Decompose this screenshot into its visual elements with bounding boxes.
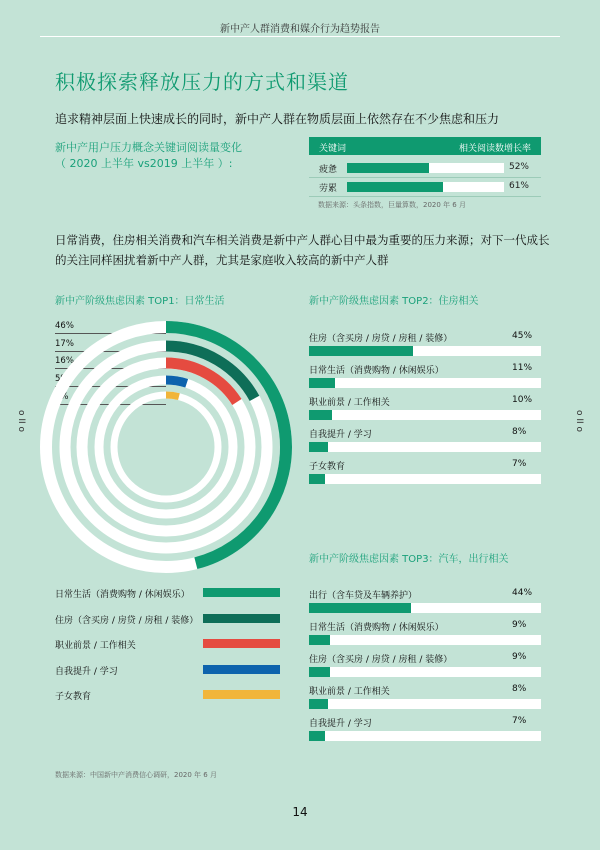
page-subtitle: 追求精神层面上快速成长的同时，新中产人群在物质层面上依然存在不少焦虑和压力 (55, 112, 500, 126)
top3-title: 新中产阶级焦虑因素 TOP3：汽车，出行相关 (309, 554, 509, 565)
bar-fill (309, 410, 332, 420)
bar-value-label: 8% (512, 427, 527, 437)
keyword-bar-fill (347, 182, 443, 192)
keyword-bar-track (347, 163, 504, 173)
side-mark-right: o II o (574, 410, 584, 433)
bar-track (309, 346, 541, 356)
top2-title: 新中产阶级焦虑因素 TOP2：住房相关 (309, 296, 479, 307)
donut-ring-value (166, 380, 187, 383)
donut-ring-value (166, 395, 179, 397)
bar-fill (309, 667, 330, 677)
bar-label: 出行（含车贷及车辆养护） (309, 591, 418, 601)
donut-value-label: 17% (55, 339, 74, 349)
bar-label: 自我提升 / 学习 (309, 430, 372, 440)
keyword-source: 数据来源：头条指数，巨量算数，2020 年 6 月 (318, 201, 466, 209)
top1-donut-chart (30, 318, 300, 578)
bar-track (309, 667, 541, 677)
growth-col-label: 相关阅读数增长率 (458, 144, 531, 154)
bar-fill (309, 378, 335, 388)
legend-swatch (203, 690, 280, 699)
keyword-divider (309, 177, 541, 178)
keyword-chart-caption (55, 140, 242, 172)
bar-fill (309, 699, 328, 709)
donut-value-label: 5% (55, 374, 69, 384)
bar-label: 子女教育 (309, 462, 346, 472)
keyword-table-header (309, 137, 541, 155)
legend-label: 住房（含买房 / 房贷 / 房租 / 装修） (55, 616, 199, 626)
keyword-pct: 61% (508, 181, 529, 191)
bar-fill (309, 731, 325, 741)
bar-track (309, 378, 541, 388)
keyword-col-label: 关键词 (319, 144, 347, 154)
side-mark-left: o II o (16, 410, 26, 433)
report-header: 新中产人群消费和媒介行为趋势报告 (220, 24, 380, 35)
bar-label: 自我提升 / 学习 (309, 719, 372, 729)
legend-label: 职业前景 / 工作相关 (55, 641, 136, 651)
bar-label: 住房（含买房 / 房贷 / 房租 / 装修） (309, 655, 453, 665)
keyword-row (309, 179, 541, 195)
bar-fill (309, 474, 325, 484)
chart-source: 数据来源：中国新中产消费信心调研，2020 年 6 月 (55, 771, 217, 779)
bar-value-label: 8% (512, 684, 527, 694)
donut-ring-track (99, 380, 233, 514)
bar-label: 职业前景 / 工作相关 (309, 398, 390, 408)
bar-value-label: 9% (512, 652, 527, 662)
bar-track (309, 410, 541, 420)
keyword-pct: 52% (508, 162, 529, 172)
bar-fill (309, 346, 413, 356)
legend-swatch (203, 665, 280, 674)
donut-value-label: 16% (55, 356, 74, 366)
bar-fill (309, 635, 330, 645)
bar-label: 住房（含买房 / 房贷 / 房租 / 装修） (309, 334, 453, 344)
bar-value-label: 7% (512, 459, 527, 469)
bar-value-label: 44% (512, 588, 533, 598)
donut-value-label: 4% (55, 392, 69, 402)
keyword-caption-line2: （ 2020 上半年 vs2019 上半年 ）: (55, 157, 233, 170)
legend-label: 自我提升 / 学习 (55, 667, 118, 677)
bar-value-label: 45% (512, 331, 533, 341)
top1-title: 新中产阶级焦虑因素 TOP1：日常生活 (55, 296, 225, 307)
legend-swatch (203, 614, 280, 623)
bar-track (309, 603, 541, 613)
bar-value-label: 9% (512, 620, 527, 630)
bar-track (309, 474, 541, 484)
bar-value-label: 11% (512, 363, 533, 373)
keyword-divider (309, 196, 541, 197)
body-paragraph: 日常消费，住房相关消费和汽车相关消费是新中产人群心目中最为重要的压力来源；对下一代成长的关注同样困扰着新中产人群，尤其是家庭收入较高的新中产人群 (55, 233, 550, 267)
bar-value-label: 10% (512, 395, 533, 405)
bar-track (309, 731, 541, 741)
bar-value-label: 7% (512, 716, 527, 726)
bar-track (309, 635, 541, 645)
legend-swatch (203, 588, 280, 597)
legend-swatch (203, 639, 280, 648)
keyword-bar-fill (347, 163, 429, 173)
keyword-label: 劳累 (319, 184, 338, 194)
bar-fill (309, 603, 411, 613)
page-number: 14 (292, 805, 308, 819)
header-divider (40, 36, 560, 37)
bar-fill (309, 442, 328, 452)
bar-label: 职业前景 / 工作相关 (309, 687, 390, 697)
page-title: 积极探索释放压力的方式和渠道 (55, 70, 349, 94)
keyword-caption-line1: 新中产用户压力概念关键词阅读量变化 (55, 141, 242, 154)
keyword-label: 疲惫 (319, 165, 338, 175)
donut-value-label: 46% (55, 321, 74, 331)
keyword-bar-track (347, 182, 504, 192)
keyword-row (309, 160, 541, 176)
bar-label: 日常生活（消费购物 / 休闲娱乐） (309, 366, 444, 376)
bar-track (309, 699, 541, 709)
bar-track (309, 442, 541, 452)
legend-label: 子女教育 (55, 692, 92, 702)
donut-ring-track (114, 395, 218, 499)
bar-label: 日常生活（消费购物 / 休闲娱乐） (309, 623, 444, 633)
legend-label: 日常生活（消费购物 / 休闲娱乐） (55, 590, 190, 600)
